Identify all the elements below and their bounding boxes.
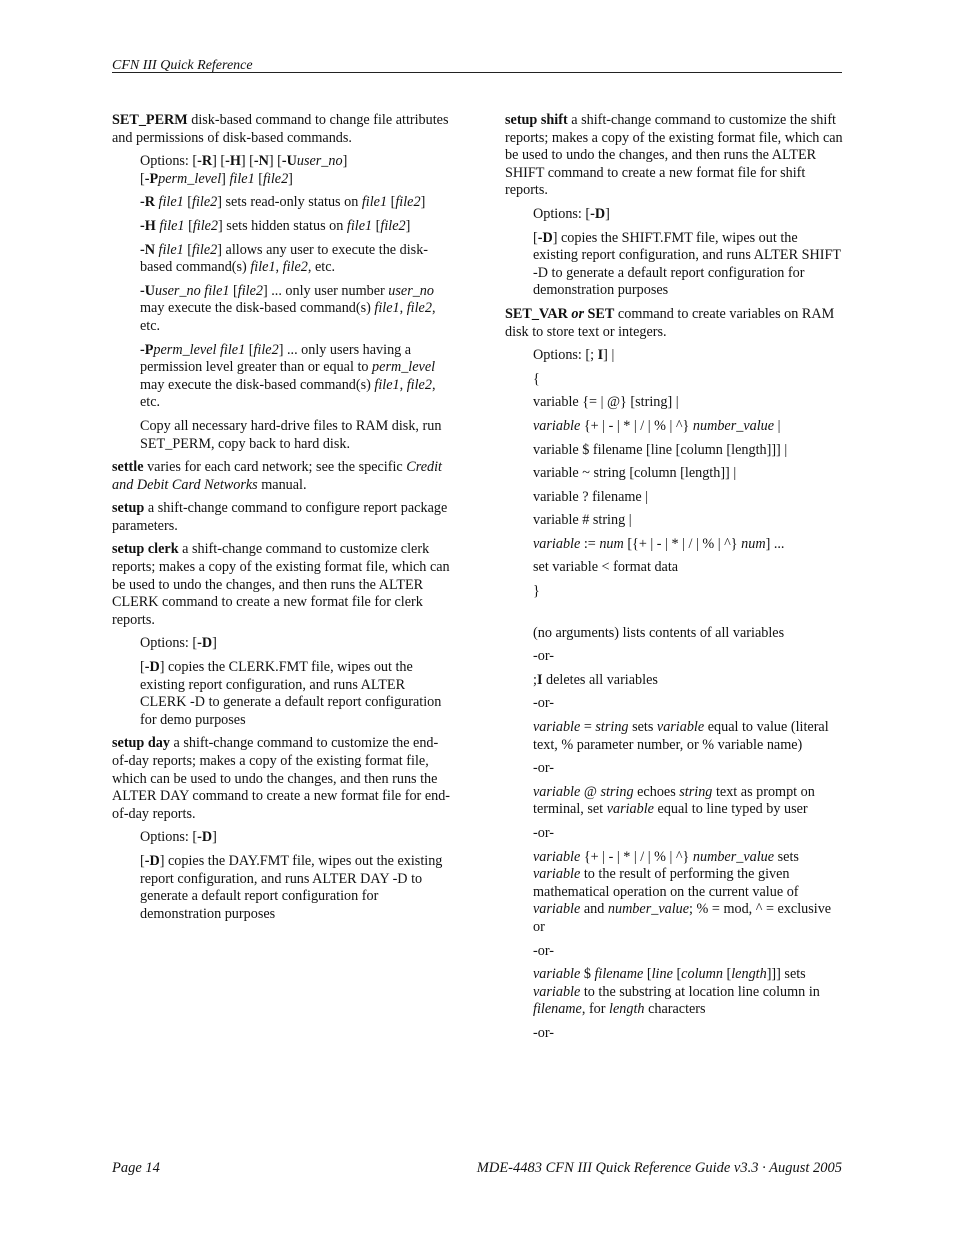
t: [ bbox=[229, 282, 238, 299]
t: file1 bbox=[346, 217, 373, 234]
t: -D bbox=[144, 852, 160, 869]
t: ] sets hidden status on bbox=[218, 217, 347, 234]
t: -D bbox=[590, 205, 606, 222]
t: equal to value (literal text, % parameter number, or % variable name) bbox=[533, 719, 829, 753]
t: ] bbox=[221, 170, 230, 187]
t: ] allows any user to execute the disk-based command(s) bbox=[140, 241, 429, 276]
setup-day-options bbox=[140, 829, 452, 847]
t: user_no bbox=[296, 153, 343, 170]
t: , etc. bbox=[140, 376, 436, 411]
t: file1 bbox=[361, 194, 388, 211]
t: ] ... only users having a permission level greater than or equal to bbox=[140, 341, 412, 376]
t: num bbox=[599, 535, 624, 552]
footer-page-number: Page 14 bbox=[112, 1160, 160, 1176]
t: -H bbox=[225, 153, 241, 170]
t: [ bbox=[140, 659, 145, 676]
syntax-6: variable # string | bbox=[533, 512, 632, 529]
t: , etc. bbox=[140, 300, 436, 334]
syntax-7 bbox=[533, 536, 845, 554]
t: := bbox=[580, 535, 600, 552]
t: ] bbox=[212, 635, 217, 652]
t: -D bbox=[144, 659, 160, 676]
setup-day-d bbox=[140, 853, 452, 923]
term: setup bbox=[112, 500, 145, 517]
t: file2 bbox=[192, 194, 218, 211]
t: text as prompt on terminal, set bbox=[533, 783, 815, 818]
term: setup clerk bbox=[112, 541, 179, 558]
t: file1 bbox=[374, 376, 400, 393]
t: equal to line typed by user bbox=[653, 801, 808, 818]
term: settle bbox=[112, 459, 144, 476]
t: ] | bbox=[603, 347, 615, 364]
t: [ bbox=[183, 241, 193, 258]
t: ; bbox=[533, 671, 537, 688]
t: Options: [ bbox=[140, 829, 198, 846]
t: -P bbox=[144, 170, 159, 187]
t: Options: [ bbox=[533, 205, 591, 222]
t: variable bbox=[533, 901, 581, 918]
set-perm-p bbox=[140, 342, 452, 412]
t: ] [ bbox=[212, 153, 226, 170]
or-separator: -or- bbox=[533, 825, 554, 841]
t: a shift-change command to customize the end-of-day reports; makes a copy of the existing format file, which can be used to undo the changes, and then runs the ALTER DAY command to create a new format file for end-of-day reports. bbox=[112, 735, 451, 822]
t: ] sets read-only status on bbox=[217, 194, 362, 211]
t: ] bbox=[405, 217, 411, 234]
syntax-8: set variable < format data bbox=[533, 559, 679, 576]
entry-setup-day bbox=[112, 735, 452, 823]
echo-prompt bbox=[533, 784, 845, 819]
t: [ bbox=[387, 194, 396, 211]
t: perm_level bbox=[372, 359, 436, 376]
t: [ bbox=[722, 966, 732, 983]
t: $ bbox=[580, 966, 595, 983]
t: = bbox=[580, 719, 596, 736]
t: I bbox=[536, 671, 543, 688]
t: -N bbox=[140, 241, 155, 258]
term: SET bbox=[587, 305, 615, 322]
t: Options: [ bbox=[140, 635, 198, 652]
t: ] copies the DAY.FMT file, wipes out the existing report configuration, and runs ALTER DAY -D to generate a default report configuration for demonstration purposes bbox=[140, 852, 443, 922]
t: perm_level file1 bbox=[153, 341, 246, 358]
t: -D bbox=[197, 829, 213, 846]
t: line bbox=[651, 966, 673, 983]
entry-settle bbox=[112, 459, 452, 494]
t: -U bbox=[140, 282, 155, 299]
t: file2 bbox=[282, 259, 308, 276]
substring bbox=[533, 966, 845, 1019]
t: file1 bbox=[158, 194, 184, 211]
term: SET_PERM bbox=[112, 112, 188, 128]
t: [ bbox=[643, 966, 652, 983]
desc: disk-based command to change file attributes and permissions of disk-based commands. bbox=[112, 112, 449, 146]
t: variable bbox=[533, 417, 581, 434]
t: [ bbox=[245, 341, 254, 358]
t: length bbox=[609, 1001, 645, 1018]
t: ] ... only user number bbox=[262, 282, 389, 299]
t: file1 bbox=[159, 217, 185, 234]
t: variable bbox=[656, 719, 705, 736]
t: Credit and Debit Card Networks bbox=[112, 459, 442, 493]
t: Options: [ bbox=[140, 153, 198, 170]
set-perm-copy: Copy all necessary hard-drive files to RAM disk, run SET_PERM, copy back to hard disk. bbox=[140, 417, 442, 452]
t: [ bbox=[254, 170, 263, 187]
t: [ bbox=[372, 217, 381, 234]
t: file2 bbox=[253, 341, 279, 358]
term: setup shift bbox=[505, 112, 568, 128]
t: variable bbox=[533, 535, 581, 552]
t: ] copies the CLERK.FMT file, wipes out the existing report configuration, and runs ALTER CLERK -D to generate a default report configuration for demo purposes bbox=[140, 659, 442, 728]
set-perm-u bbox=[140, 283, 452, 336]
or-separator: -or- bbox=[533, 648, 554, 665]
t: @ bbox=[580, 783, 601, 800]
t: file1 bbox=[158, 241, 184, 258]
t: to the result of performing the given mathematical operation on the current value of bbox=[533, 866, 799, 900]
or-separator: -or- bbox=[533, 695, 554, 712]
t: {+ | - | * | / | % | ^} bbox=[580, 417, 693, 434]
right-column bbox=[505, 112, 845, 1049]
t: -R bbox=[197, 153, 213, 170]
no-args: (no arguments) lists contents of all variables bbox=[533, 624, 785, 641]
set-var-options bbox=[533, 347, 845, 365]
header-title: CFN III Quick Reference bbox=[112, 58, 253, 73]
t: file1 bbox=[250, 259, 276, 276]
assign-string bbox=[533, 719, 845, 754]
t: length bbox=[731, 966, 767, 983]
t: [ bbox=[140, 170, 145, 187]
t: ] [ bbox=[268, 153, 282, 170]
t: -D bbox=[537, 229, 553, 246]
set-perm-h bbox=[140, 218, 452, 236]
t: ] ... bbox=[765, 535, 785, 552]
t: variable bbox=[533, 966, 581, 983]
t: num bbox=[741, 535, 766, 552]
setup-shift-d bbox=[533, 230, 845, 300]
t: file2 bbox=[262, 170, 289, 187]
t: to the substring at location line column in bbox=[580, 983, 820, 1000]
t: file2 bbox=[192, 241, 218, 258]
t: -R bbox=[140, 194, 155, 211]
set-perm-n bbox=[140, 242, 452, 277]
term: setup day bbox=[112, 735, 170, 752]
t: ] bbox=[420, 194, 426, 211]
t: characters bbox=[644, 1001, 706, 1018]
or-separator: -or- bbox=[533, 1024, 554, 1041]
t: , bbox=[275, 259, 283, 276]
t: [ bbox=[140, 852, 145, 869]
t: variable bbox=[533, 983, 581, 1000]
t: file2 bbox=[192, 217, 219, 234]
entry-set-var bbox=[505, 306, 845, 341]
t: [ bbox=[184, 217, 193, 234]
t: ] copies the SHIFT.FMT file, wipes out the existing report configuration, and runs ALTER SHIFT -D to generate a default report configuration for demonstration purposes bbox=[533, 229, 841, 299]
syntax-1: variable {= | @} [string] | bbox=[533, 394, 679, 411]
t: string bbox=[600, 783, 634, 800]
t: filename bbox=[533, 1001, 582, 1018]
t: manual. bbox=[257, 476, 307, 493]
t: [ bbox=[533, 229, 538, 246]
t: ] bbox=[288, 170, 293, 187]
syntax-2 bbox=[533, 418, 845, 436]
t: ] bbox=[342, 153, 348, 170]
t: ]]] sets bbox=[766, 966, 806, 983]
t: a shift-change command to customize the shift reports; makes a copy of the existing format file, which can be used to undo the changes, and then runs the ALTER SHIFT command to create a new format file for shift reports. bbox=[505, 112, 843, 199]
entry-setup-clerk bbox=[112, 541, 452, 629]
t: -D bbox=[197, 635, 213, 652]
t: ; % = mod, ^ = exclusive or bbox=[533, 901, 832, 935]
t: and bbox=[580, 901, 608, 918]
t: -N bbox=[253, 153, 269, 170]
t: variable bbox=[533, 866, 581, 883]
t: ] [ bbox=[240, 153, 254, 170]
t: number_value bbox=[607, 901, 690, 918]
syntax-4: variable ~ string [column [length]] | bbox=[533, 465, 737, 482]
syntax-5: variable ? filename | bbox=[533, 488, 649, 505]
entry-setup bbox=[112, 500, 452, 535]
t: may execute the disk-based command(s) bbox=[140, 376, 375, 393]
t: -U bbox=[281, 153, 297, 170]
t: a shift-change command to customize clerk reports; makes a copy of the existing format file, which can be used to undo the changes, and then runs the ALTER CLERK command to create a new format file for clerk reports. bbox=[112, 541, 450, 628]
t: variable bbox=[533, 719, 581, 736]
or-separator: -or- bbox=[533, 760, 554, 777]
t: number_value bbox=[692, 417, 775, 434]
t: , bbox=[399, 300, 407, 317]
t: , for bbox=[581, 1001, 610, 1018]
t: user_no bbox=[388, 282, 434, 299]
t: variable bbox=[533, 848, 581, 865]
t: string bbox=[679, 783, 713, 800]
entry-set-perm bbox=[112, 112, 452, 147]
t: I bbox=[594, 347, 604, 364]
delete-all bbox=[533, 672, 845, 690]
t: file1 bbox=[229, 170, 255, 187]
t: echoes bbox=[633, 783, 680, 800]
t: may execute the disk-based command(s) bbox=[140, 300, 375, 317]
t: ] bbox=[605, 205, 610, 222]
t: command to create variables on RAM disk to store text or integers. bbox=[505, 305, 835, 340]
t: a shift-change command to configure report package parameters. bbox=[112, 500, 448, 534]
setup-clerk-d bbox=[140, 659, 452, 729]
t: filename bbox=[594, 966, 644, 983]
t: , bbox=[399, 376, 407, 393]
t: sets bbox=[628, 719, 657, 736]
or-separator: -or- bbox=[533, 942, 554, 959]
setup-shift-options bbox=[533, 206, 845, 224]
t: | bbox=[774, 417, 781, 434]
t: number_value bbox=[692, 848, 775, 865]
entry-setup-shift bbox=[505, 112, 845, 200]
brace-open: { bbox=[533, 370, 540, 387]
left-column bbox=[112, 112, 452, 929]
t: [ bbox=[183, 194, 193, 211]
t: [ bbox=[672, 966, 682, 983]
t: {+ | - | * | / | % | ^} bbox=[580, 848, 693, 865]
t: ] bbox=[212, 829, 217, 846]
t: or bbox=[567, 305, 588, 322]
t: file2 bbox=[237, 282, 263, 299]
t: user_no file1 bbox=[154, 282, 230, 299]
t: file2 bbox=[395, 194, 421, 211]
t: variable bbox=[606, 801, 654, 818]
t: , etc. bbox=[307, 259, 336, 276]
syntax-3: variable $ filename [line [column [length]]] | bbox=[533, 441, 788, 458]
t: file1 bbox=[374, 300, 400, 317]
setup-clerk-options bbox=[140, 635, 452, 653]
t: file2 bbox=[380, 217, 406, 234]
t: Options: [; bbox=[533, 347, 595, 364]
set-perm-r bbox=[140, 194, 452, 212]
t: file2 bbox=[406, 300, 432, 317]
footer-doc-title: MDE-4483 CFN III Quick Reference Guide v3.3 · August 2005 bbox=[476, 1160, 842, 1176]
t: -P bbox=[140, 341, 154, 358]
t: variable bbox=[533, 783, 581, 800]
t: deletes all variables bbox=[542, 671, 658, 688]
t: column bbox=[681, 966, 723, 983]
t: string bbox=[595, 719, 629, 736]
set-perm-options bbox=[140, 153, 452, 188]
brace-close: } bbox=[533, 583, 540, 600]
t: [{+ | - | * | / | % | ^} bbox=[623, 535, 742, 552]
t: file2 bbox=[406, 376, 432, 393]
math-op bbox=[533, 849, 845, 937]
t: varies for each card network; see the specific bbox=[143, 459, 407, 476]
page-header bbox=[112, 56, 842, 73]
t: sets bbox=[774, 848, 799, 865]
t: perm_level bbox=[158, 170, 222, 187]
term: SET_VAR bbox=[505, 305, 568, 322]
t: -H bbox=[140, 217, 156, 234]
